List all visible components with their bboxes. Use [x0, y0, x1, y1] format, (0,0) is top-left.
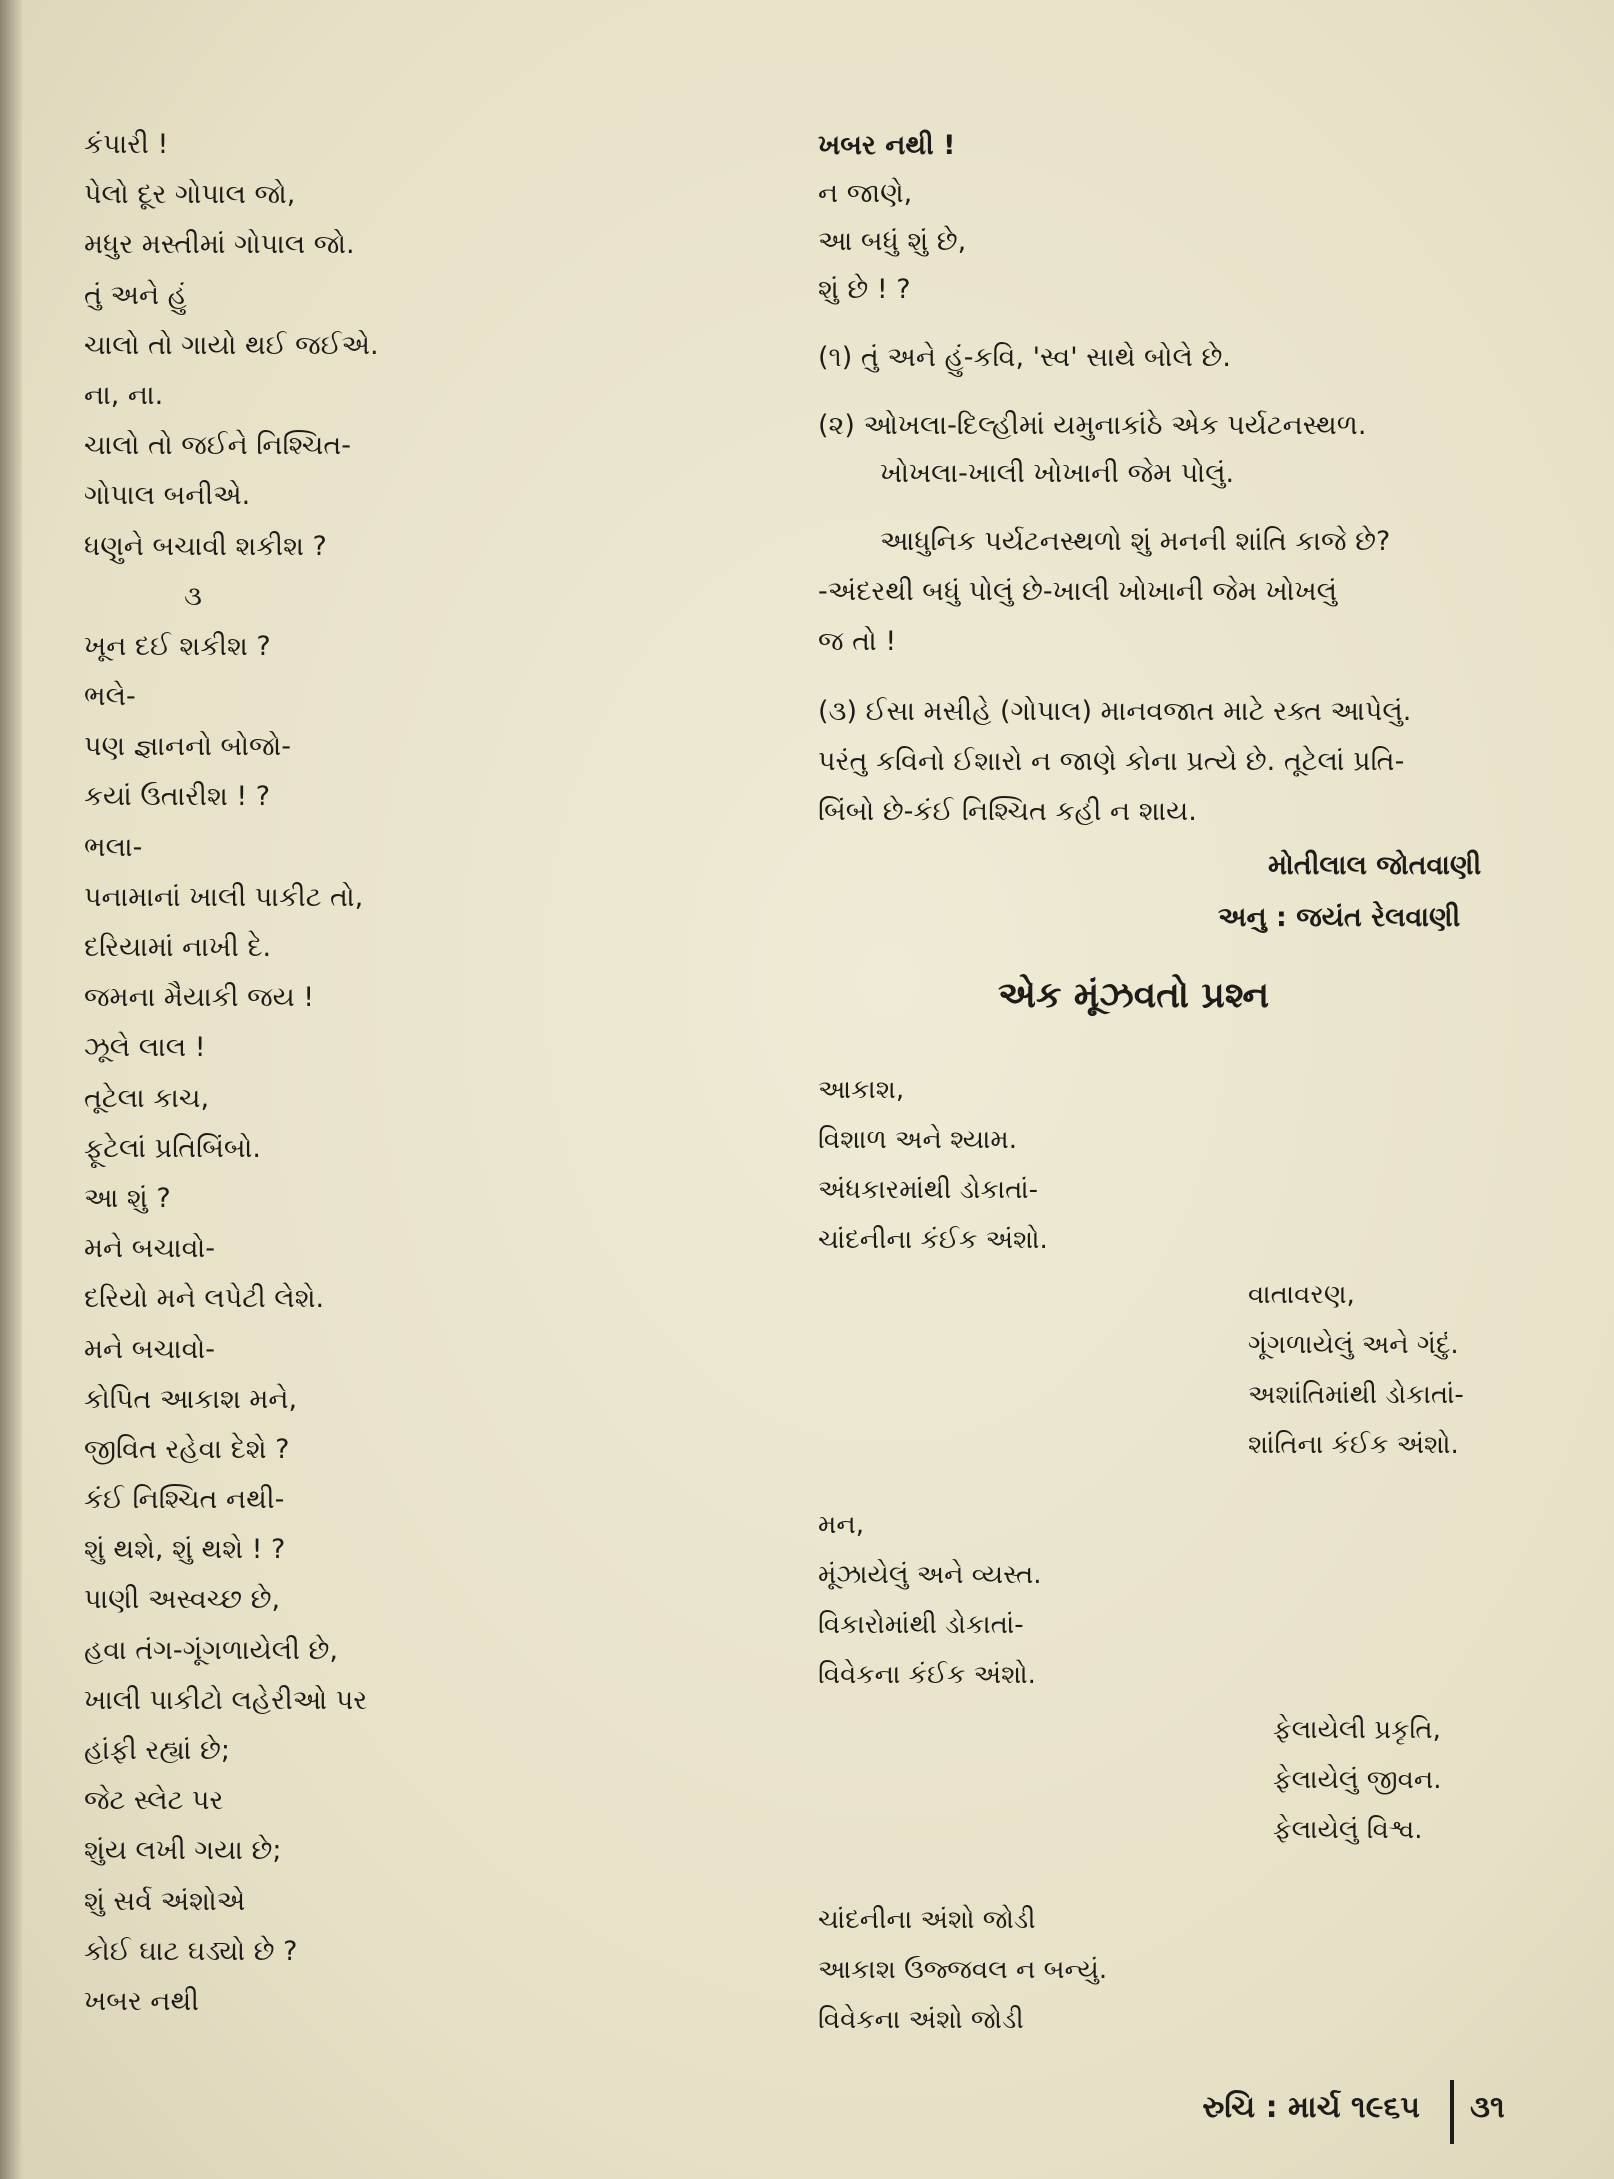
poem-line: પેલો દૂર ગોપાલ જો, — [84, 179, 296, 211]
poem-line: મને બચાવો- — [84, 1233, 215, 1265]
stanza-line: મૂંઝાયેલું અને વ્યસ્ત. — [818, 1560, 1042, 1590]
note-line: બિંબો છે-કંઈ નિશ્ચિત કહી ન શાય. — [818, 796, 1197, 827]
stanza-line: વિવેકના કંઈક અંશો. — [818, 1660, 1036, 1690]
note-line: (૩) ઈસા મસીહે (ગોપાલ) માનવજાત માટે રક્ત આપેલું. — [818, 696, 1412, 727]
poem-line: હાંફી રહ્યાં છે; — [84, 1735, 230, 1766]
poem-line: ભલે- — [84, 681, 136, 713]
poem-line: શું સર્વ અંશોએ — [84, 1885, 246, 1917]
right-line: ન જાણે, — [818, 178, 913, 209]
poem-line: ૩ — [184, 580, 202, 612]
author-name: મોતીલાલ જોતવાણી — [1268, 850, 1482, 881]
poem-line: ખાલી પાકીટો લહેરીઓ પર — [84, 1684, 368, 1716]
right-line: ખબર નથી ! — [818, 130, 956, 161]
note-line: (૨) ઓખલા-દિલ્હીમાં યમુનાકાંઠે એક પર્યટનસ્થળ. — [818, 410, 1367, 441]
stanza-line: ફેલાયેલું જીવન. — [1273, 1765, 1442, 1795]
stanza-line: અશાંતિમાંથી ડોકાતાં- — [1248, 1380, 1464, 1410]
stanza-line: અંધકારમાંથી ડોકાતાં- — [818, 1175, 1039, 1205]
stanza-line: મન, — [818, 1510, 864, 1540]
poem-line: કોઈ ઘાટ ઘડ્યો છે ? — [84, 1935, 298, 1967]
poem-line: પનામાનાં ખાલી પાકીટ તો, — [84, 881, 364, 913]
poem-line: કોપિત આકાશ મને, — [84, 1383, 298, 1415]
book-spine-shadow — [0, 0, 22, 2179]
left-poem-column — [84, 120, 784, 2027]
poem-line: મધુર મસ્તીમાં ગોપાલ જો. — [84, 229, 355, 261]
poem-line: પણ જ્ઞાનનો બોજો- — [84, 731, 291, 763]
page-footer — [1160, 2080, 1540, 2144]
note-line: આધુનિક પર્યટનસ્થળો શું મનની શાંતિ કાજે છે? — [880, 526, 1391, 557]
stanza-line: વિકારોમાંથી ડોકાતાં- — [818, 1610, 1024, 1640]
poem-line: ઝૂલે લાલ ! — [84, 1032, 206, 1064]
poem-line: ખૂન દઈ શકીશ ? — [84, 630, 271, 662]
page-number: ૩૧ — [1470, 2090, 1505, 2125]
poem-line: જીવિત રહેવા દેશે ? — [84, 1433, 290, 1465]
poem-line: ખબર નથી — [84, 1985, 199, 2017]
poem-line: ધણુને બચાવી શકીશ ? — [84, 530, 327, 562]
note-line: ખોખલા-ખાલી ખોખાની જેમ પોલું. — [880, 458, 1235, 489]
stanza-line: ગૂંગળાયેલું અને ગંદું. — [1248, 1330, 1459, 1360]
stanza-line: આકાશ ઉજ્જવલ ન બન્યું. — [818, 1955, 1108, 1985]
stanza-line: વાતાવરણ, — [1248, 1280, 1355, 1310]
translator-name: અનુ : જયંત રેલવાણી — [1218, 902, 1461, 933]
poem-line: શું થશે, શું થશે ! ? — [84, 1534, 286, 1566]
poem-line: ચાલો તો ગાયો થઈ જઈએ. — [84, 329, 379, 361]
poem-line: ના, ના. — [84, 379, 164, 411]
stanza-line: ફેલાયેલી પ્રકૃતિ, — [1273, 1715, 1441, 1745]
stanza-line: ચાંદનીના કંઈક અંશો. — [818, 1225, 1048, 1255]
poem-line: ગોપાલ બનીએ. — [84, 480, 251, 512]
stanza-line: ફેલાયેલું વિશ્વ. — [1273, 1815, 1423, 1845]
note-line: પરંતુ કવિનો ઈશારો ન જાણે કોના પ્રત્યે છે. તૂટેલાં પ્રતિ- — [818, 746, 1405, 777]
note-line: -અંદરથી બધું પોલું છે-ખાલી ખોખાની જેમ ખોખલું — [818, 576, 1338, 607]
poem-line: હવા તંગ-ગૂંગળાયેલી છે, — [84, 1634, 338, 1666]
footer-divider — [1450, 2080, 1454, 2144]
footer-magazine-date: રુચિ : માર્ચ ૧૯૬૫ — [1202, 2090, 1420, 2125]
poem-line: દરિયામાં નાખી દે. — [84, 932, 272, 963]
poem-line: કંઈ નિશ્ચિત નથી- — [84, 1484, 285, 1516]
poem-line: ફૂટેલાં પ્રતિબિંબો. — [84, 1132, 261, 1164]
poem-line: ભલા- — [84, 831, 143, 863]
poem-line: ચાલો તો જઈને નિશ્ચિત- — [84, 430, 351, 462]
stanza-line: વિવેકના અંશો જોડી — [818, 2005, 1024, 2035]
right-line: આ બધું શું છે, — [818, 226, 967, 257]
poem-line: તૂટેલા કાચ, — [84, 1082, 210, 1114]
note-line: (૧) તું અને હું-કવિ, 'સ્વ' સાથે બોલે છે. — [818, 342, 1231, 373]
poem-line: કયાં ઉતારીશ ! ? — [84, 781, 271, 813]
stanza-line: વિશાળ અને શ્યામ. — [818, 1125, 1018, 1155]
poem-line: મને બચાવો- — [84, 1333, 215, 1365]
poem-line: પાણી અસ્વચ્છ છે, — [84, 1584, 281, 1616]
note-line: જ તો ! — [818, 626, 897, 657]
stanza-line: ચાંદનીના અંશો જોડી — [818, 1905, 1036, 1935]
poem-line: દરિયો મને લપેટી લેશે. — [84, 1283, 325, 1315]
poem-line: તું અને હું — [84, 279, 187, 311]
poem-line: જેટ સ્લેટ પર — [84, 1785, 224, 1817]
poem-line: જમના મૈયાકી જય ! — [84, 982, 315, 1014]
right-line: શું છે ! ? — [818, 274, 911, 305]
stanza-line: શાંતિના કંઈક અંશો. — [1248, 1430, 1459, 1460]
poem-line: આ શું ? — [84, 1182, 171, 1214]
poem-line: કંપારી ! — [84, 129, 169, 160]
stanza-line: આકાશ, — [818, 1075, 905, 1105]
poem-line: શુંય લખી ગયા છે; — [84, 1835, 282, 1867]
poem-title: એક મૂંઝવતો પ્રશ્ન — [998, 975, 1270, 1016]
